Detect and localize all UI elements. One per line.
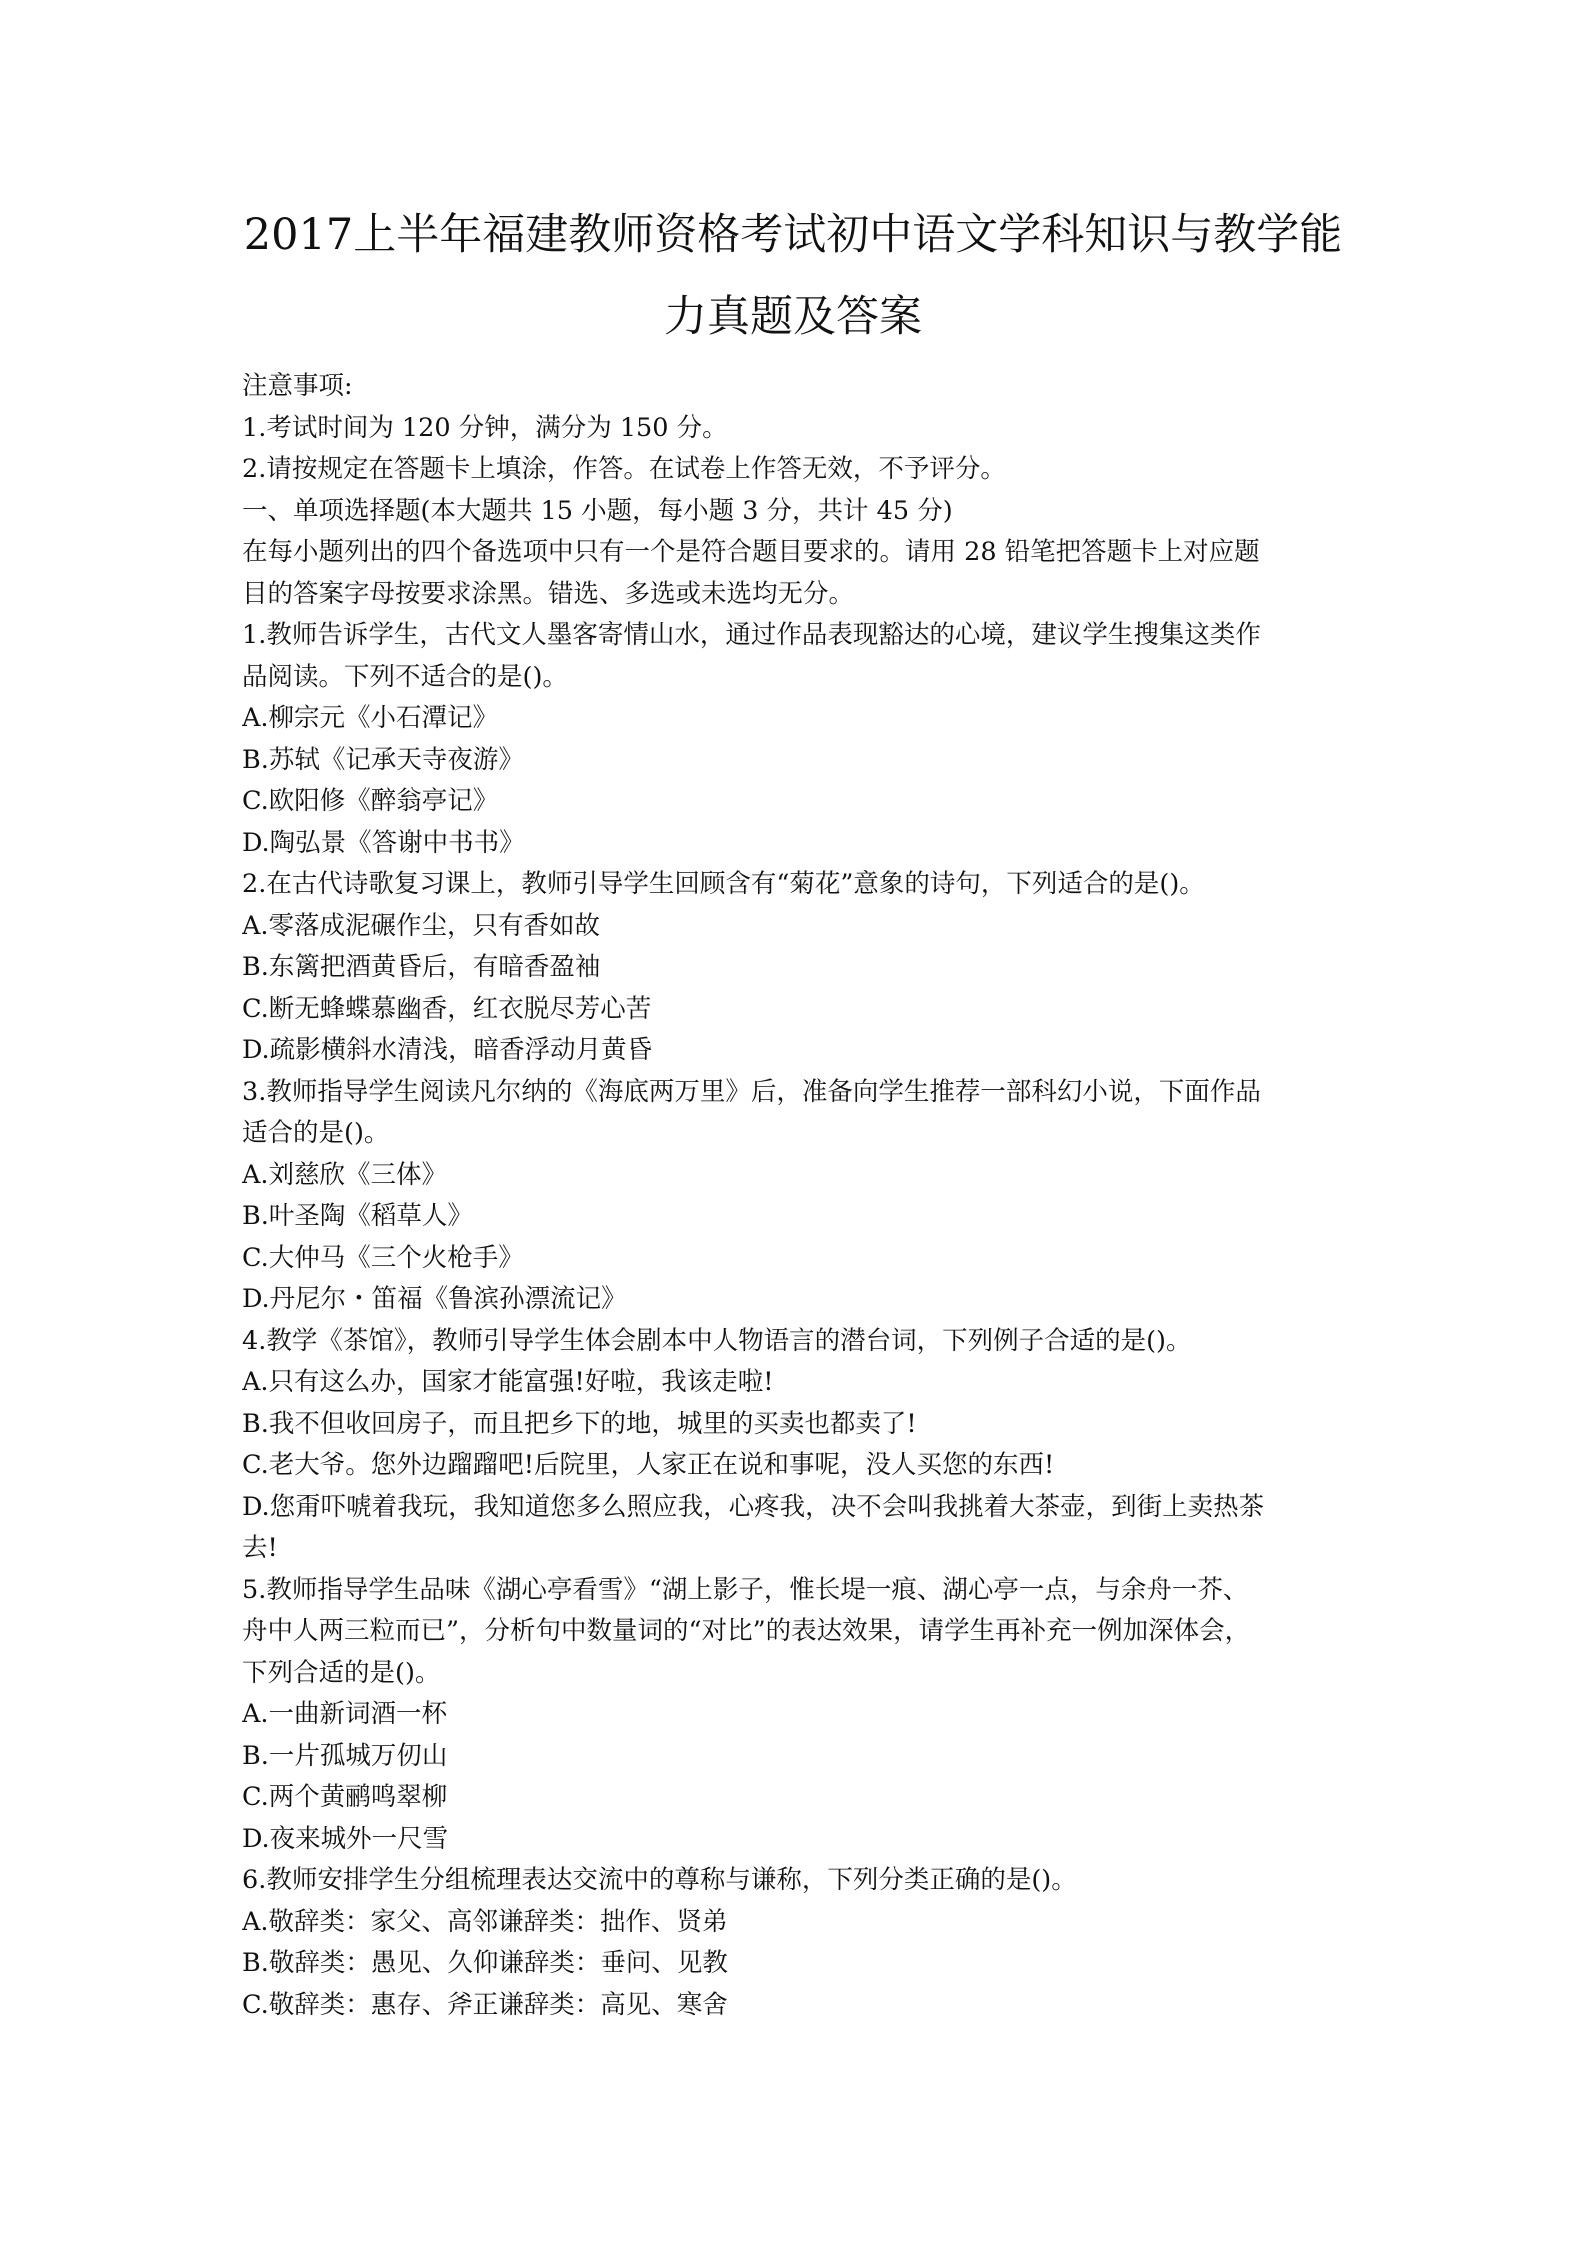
question-stem: 2.在古代诗歌复习课上，教师引导学生回顾含有“菊花”意象的诗句，下列适合的是()。 bbox=[242, 869, 1205, 899]
answer-option: B.苏轼《记承天寺夜游》 bbox=[242, 744, 524, 775]
answer-option: D.陶弘景《答谢中书书》 bbox=[242, 827, 525, 858]
answer-option: C.敬辞类：惠存、斧正谦辞类：高见、寒舍 bbox=[242, 1989, 728, 2020]
notice-item: 2.请按规定在答题卡上填涂，作答。在试卷上作答无效，不予评分。 bbox=[242, 454, 1006, 484]
answer-option: 去! bbox=[242, 1533, 278, 1563]
question-stem: 1.教师告诉学生，古代文人墨客寄情山水，通过作品表现豁达的心境，建议学生搜集这类作 bbox=[242, 620, 1261, 650]
answer-option: A.只有这么办，国家才能富强!好啦，我该走啦! bbox=[242, 1367, 774, 1397]
answer-option: D.丹尼尔・笛福《鲁滨孙漂流记》 bbox=[242, 1284, 627, 1314]
answer-option: B.一片孤城万仞山 bbox=[242, 1740, 448, 1771]
answer-option: D.您甭吓唬着我玩，我知道您多么照应我，心疼我，决不会叫我挑着大茶壶，到街上卖热茶 bbox=[242, 1491, 1265, 1522]
section-instructions: 在每小题列出的四个备选项中只有一个是符合题目要求的。请用 28 铅笔把答题卡上对应题 bbox=[242, 537, 1260, 567]
answer-option: A.一曲新词酒一杯 bbox=[242, 1699, 448, 1729]
answer-option: B.叶圣陶《稻草人》 bbox=[242, 1201, 473, 1231]
answer-option: A.敬辞类：家父、高邻谦辞类：拙作、贤弟 bbox=[242, 1906, 728, 1937]
question-stem: 3.教师指导学生阅读凡尔纳的《海底两万里》后，准备向学生推荐一部科幻小说，下面作品 bbox=[242, 1076, 1261, 1107]
answer-option: A.零落成泥碾作尘，只有香如故 bbox=[242, 910, 601, 941]
document-title-line-2: 力真题及答案 bbox=[664, 292, 922, 342]
notice-item: 1.考试时间为 120 分钟，满分为 150 分。 bbox=[242, 412, 728, 443]
answer-option: B.东篱把酒黄昏后，有暗香盈袖 bbox=[242, 952, 601, 982]
question-stem: 5.教师指导学生品味《湖心亭看雪》“湖上影子，惟长堤一痕、湖心亭一点，与余舟一芥、 bbox=[242, 1574, 1249, 1605]
question-stem: 6.教师安排学生分组梳理表达交流中的尊称与谦称，下列分类正确的是()。 bbox=[242, 1865, 1077, 1895]
document-title-line-1: 2017上半年福建教师资格考试初中语文学科知识与教学能 bbox=[243, 210, 1343, 260]
question-stem: 品阅读。下列不适合的是()。 bbox=[242, 661, 568, 692]
notice-heading: 注意事项: bbox=[242, 371, 353, 401]
question-stem: 4.教学《茶馆》，教师引导学生体会剧本中人物语言的潜台词，下列例子合适的是()。 bbox=[242, 1325, 1192, 1356]
document-body bbox=[242, 366, 1360, 2026]
answer-option: A.柳宗元《小石潭记》 bbox=[242, 703, 499, 733]
answer-option: C.欧阳修《醉翁亭记》 bbox=[242, 786, 499, 816]
answer-option: B.我不但收回房子，而且把乡下的地，城里的买卖也都卖了! bbox=[242, 1408, 917, 1439]
answer-option: A.刘慈欣《三体》 bbox=[242, 1159, 448, 1190]
answer-option: C.断无蜂蝶慕幽香，红衣脱尽芳心苦 bbox=[242, 993, 652, 1024]
answer-option: C.老大爷。您外边蹓蹓吧!后院里，人家正在说和事呢，没人买您的东西! bbox=[242, 1450, 1055, 1480]
answer-option: B.敬辞类：愚见、久仰谦辞类：垂问、见教 bbox=[242, 1948, 728, 1978]
section-instructions: 目的答案字母按要求涂黑。错选、多选或未选均无分。 bbox=[242, 578, 855, 609]
question-stem: 下列合适的是()。 bbox=[242, 1657, 441, 1688]
answer-option: C.两个黄鹂鸣翠柳 bbox=[242, 1782, 448, 1812]
answer-option: C.大仲马《三个火枪手》 bbox=[242, 1242, 524, 1273]
answer-option: D.夜来城外一尺雪 bbox=[242, 1823, 449, 1854]
question-stem: 适合的是()。 bbox=[242, 1118, 390, 1148]
question-stem: 舟中人两三粒而已”，分析句中数量词的“对比”的表达效果，请学生再补充一例加深体会， bbox=[242, 1616, 1251, 1646]
answer-option: D.疏影横斜水清浅，暗香浮动月黄昏 bbox=[242, 1035, 653, 1065]
section-heading: 一、单项选择题(本大题共 15 小题，每小题 3 分，共计 45 分) bbox=[242, 495, 953, 526]
